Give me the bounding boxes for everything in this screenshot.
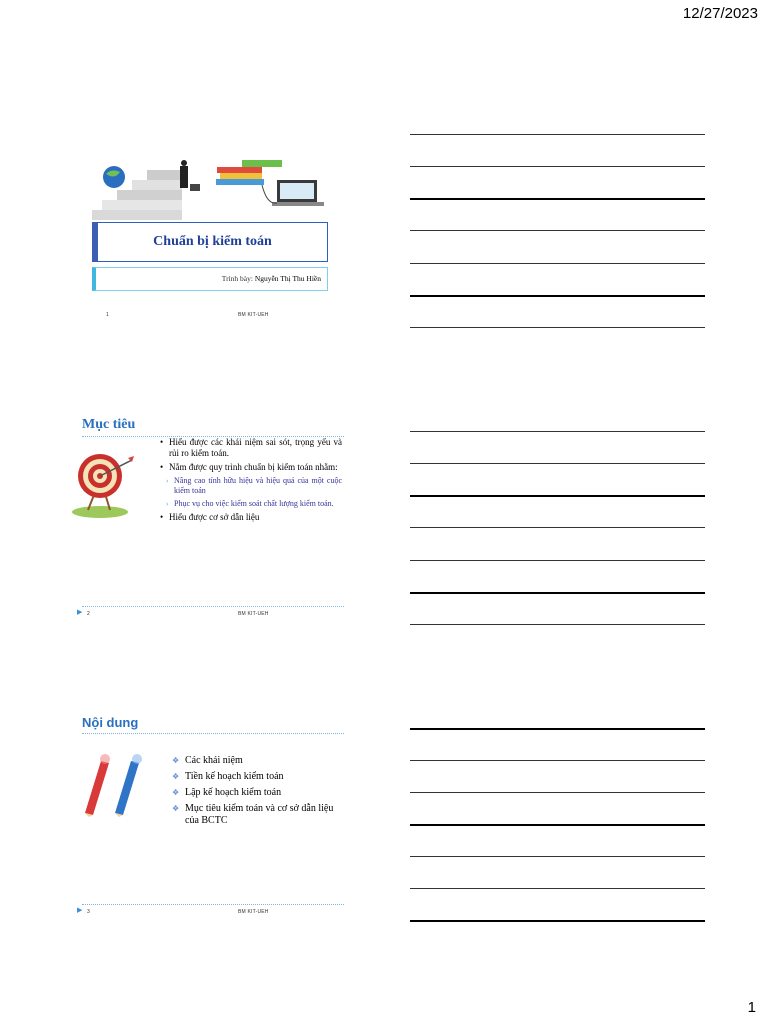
note-line bbox=[410, 327, 705, 328]
slide-3-items bbox=[172, 755, 342, 831]
note-line bbox=[410, 527, 705, 528]
note-line bbox=[410, 888, 705, 889]
list-item: ❖ Tiền kế hoạch kiểm toán bbox=[172, 771, 284, 782]
note-line bbox=[410, 134, 705, 135]
list-item: › Nâng cao tính hữu hiệu và hiệu quả của một cuộc kiểm toán bbox=[166, 476, 342, 495]
note-line bbox=[410, 624, 705, 625]
print-date: 12/27/2023 bbox=[682, 5, 758, 22]
slide-3-title: Nội dung bbox=[82, 715, 139, 730]
presenter-info bbox=[92, 267, 328, 291]
note-line bbox=[410, 263, 705, 264]
slide-source: BM KIT-UEH bbox=[238, 312, 269, 318]
note-line bbox=[410, 560, 705, 561]
slide-1-title: Chuẩn bị kiểm toán bbox=[92, 222, 328, 262]
list-item: ❖ Các khái niệm bbox=[172, 755, 243, 766]
slide-number: 3 bbox=[87, 909, 90, 915]
stairs-globe-businessman-laptop-illustration bbox=[92, 160, 332, 220]
note-line bbox=[410, 495, 705, 497]
slide-source: BM KIT-UEH bbox=[238, 909, 269, 915]
slide-3-thumbnail bbox=[70, 703, 350, 918]
note-line bbox=[410, 166, 705, 167]
footer-divider bbox=[82, 904, 344, 905]
note-line bbox=[410, 198, 705, 200]
note-line bbox=[410, 230, 705, 231]
list-item: • Hiểu được các khái niệm sai sót, trọng yếu và rủi ro kiểm toán. bbox=[160, 437, 342, 458]
list-item: ❖ Lập kế hoạch kiểm toán bbox=[172, 787, 282, 798]
presenter-name: Nguyễn Thị Thu Hiền bbox=[254, 274, 321, 283]
footer-divider bbox=[82, 606, 344, 607]
note-line bbox=[410, 463, 705, 464]
slide-source: BM KIT-UEH bbox=[238, 611, 269, 617]
slide-2-thumbnail bbox=[70, 405, 350, 620]
slide-1-thumbnail bbox=[70, 145, 350, 360]
note-line bbox=[410, 431, 705, 432]
footer-arrow-icon: ▶ bbox=[77, 907, 83, 914]
colored-pencils-icon bbox=[75, 753, 150, 818]
note-line bbox=[410, 824, 705, 826]
slide-number: 1 bbox=[106, 312, 109, 318]
presenter-label: Trình bày: bbox=[221, 274, 253, 283]
note-line bbox=[410, 856, 705, 857]
list-item: › Phục vụ cho việc kiểm soát chất lượng kiểm toán. bbox=[166, 499, 334, 508]
note-line bbox=[410, 728, 705, 730]
title-divider bbox=[82, 733, 344, 734]
dartboard-target-icon bbox=[70, 450, 140, 520]
note-line bbox=[410, 295, 705, 297]
slide-number: 2 bbox=[87, 611, 90, 617]
note-line bbox=[410, 920, 705, 922]
page-number: 1 bbox=[747, 999, 756, 1016]
note-line bbox=[410, 792, 705, 793]
note-line bbox=[410, 760, 705, 761]
slide-2-bullets bbox=[160, 437, 342, 526]
note-line bbox=[410, 592, 705, 594]
list-item: ❖ Mục tiêu kiểm toán và cơ sở dẫn liệu của BCTC bbox=[172, 803, 334, 826]
list-item: • Nắm được quy trình chuẩn bị kiểm toán nhằm: bbox=[160, 462, 338, 472]
slide-2-title: Mục tiêu bbox=[82, 417, 136, 432]
footer-arrow-icon: ▶ bbox=[77, 609, 83, 616]
list-item: • Hiểu được cơ sở dẫn liệu bbox=[160, 512, 260, 522]
